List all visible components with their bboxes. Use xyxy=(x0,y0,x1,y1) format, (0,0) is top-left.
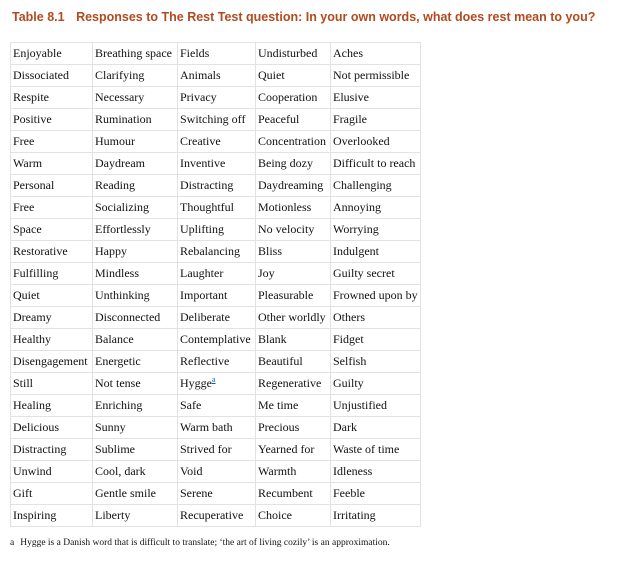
cell-text: Beautiful xyxy=(258,354,303,368)
footnote-marker: a xyxy=(10,538,15,548)
table-row xyxy=(11,263,421,285)
cell-text: Clarifying xyxy=(95,68,145,82)
cell-text: Liberty xyxy=(95,508,131,522)
table-cell xyxy=(331,263,421,285)
table-cell xyxy=(11,153,93,175)
table-row xyxy=(11,197,421,219)
cell-text: Free xyxy=(13,200,35,214)
cell-text: Delicious xyxy=(13,420,59,434)
cell-text: Switching off xyxy=(180,112,246,126)
table-cell xyxy=(178,461,256,483)
table-cell xyxy=(93,329,178,351)
table-cell xyxy=(256,285,331,307)
table-row xyxy=(11,461,421,483)
table-row xyxy=(11,285,421,307)
cell-text: Being dozy xyxy=(258,156,313,170)
table-cell xyxy=(93,153,178,175)
table-cell xyxy=(178,65,256,87)
cell-text: Overlooked xyxy=(333,134,390,148)
cell-text: Restorative xyxy=(13,244,68,258)
table-cell xyxy=(93,175,178,197)
table-cell xyxy=(11,395,93,417)
table-cell xyxy=(11,241,93,263)
table-cell xyxy=(11,329,93,351)
table-cell xyxy=(93,351,178,373)
table-cell xyxy=(256,131,331,153)
table-cell xyxy=(93,263,178,285)
table-row xyxy=(11,219,421,241)
cell-text: Humour xyxy=(95,134,135,148)
table-cell xyxy=(93,373,178,395)
table-cell xyxy=(11,307,93,329)
cell-text: Recuperative xyxy=(180,508,244,522)
cell-text: Not tense xyxy=(95,376,141,390)
table-cell xyxy=(331,461,421,483)
cell-text: Challenging xyxy=(333,178,392,192)
table-cell xyxy=(331,197,421,219)
cell-text: Quiet xyxy=(258,68,285,82)
table-cell xyxy=(256,373,331,395)
cell-text: Disengagement xyxy=(13,354,88,368)
table-cell xyxy=(256,439,331,461)
table-row xyxy=(11,351,421,373)
table-cell xyxy=(178,285,256,307)
table-cell xyxy=(331,219,421,241)
cell-text: Me time xyxy=(258,398,299,412)
footnote-text: Hygge is a Danish word that is difficult to translate; ‘the art of living cozily’ is an approximation. xyxy=(20,538,390,548)
cell-text: Quiet xyxy=(13,288,40,302)
cell-text: Daydreaming xyxy=(258,178,324,192)
cell-text: Balance xyxy=(95,332,134,346)
cell-text: Distracting xyxy=(13,442,67,456)
table-cell xyxy=(178,241,256,263)
cell-text: Precious xyxy=(258,420,300,434)
table-cell xyxy=(93,131,178,153)
table-row xyxy=(11,483,421,505)
cell-text: Gentle smile xyxy=(95,486,156,500)
table-cell xyxy=(11,197,93,219)
cell-text: Unjustified xyxy=(333,398,387,412)
table-row xyxy=(11,65,421,87)
cell-text: Fidget xyxy=(333,332,364,346)
table-cell xyxy=(178,351,256,373)
table-cell xyxy=(331,417,421,439)
cell-text: Dissociated xyxy=(13,68,69,82)
cell-text: Reading xyxy=(95,178,135,192)
cell-text: Indulgent xyxy=(333,244,379,258)
table-cell xyxy=(331,131,421,153)
table-row xyxy=(11,395,421,417)
footnote-reference-link[interactable]: a xyxy=(212,375,216,384)
table-cell xyxy=(93,65,178,87)
cell-text: Irritating xyxy=(333,508,376,522)
cell-text: Positive xyxy=(13,112,52,126)
cell-text: Yearned for xyxy=(258,442,315,456)
cell-text: Privacy xyxy=(180,90,217,104)
cell-text: Undisturbed xyxy=(258,46,318,60)
cell-text: Strived for xyxy=(180,442,232,456)
cell-text: Respite xyxy=(13,90,49,104)
cell-text: Worrying xyxy=(333,222,379,236)
cell-text: Uplifting xyxy=(180,222,224,236)
cell-text: Sunny xyxy=(95,420,126,434)
cell-text: Inventive xyxy=(180,156,226,170)
table-cell xyxy=(178,505,256,527)
table-cell xyxy=(11,439,93,461)
table-cell xyxy=(178,395,256,417)
cell-text: Idleness xyxy=(333,464,373,478)
cell-text: Animals xyxy=(180,68,221,82)
cell-text: Space xyxy=(13,222,42,236)
table-cell xyxy=(11,219,93,241)
table-cell xyxy=(256,87,331,109)
cell-text: Warm bath xyxy=(180,420,233,434)
table-cell xyxy=(93,109,178,131)
table-cell xyxy=(331,153,421,175)
table-cell xyxy=(11,505,93,527)
table-cell xyxy=(256,483,331,505)
responses-table xyxy=(10,42,421,527)
table-cell xyxy=(93,307,178,329)
table-row xyxy=(11,175,421,197)
cell-text: Blank xyxy=(258,332,287,346)
table-cell xyxy=(178,153,256,175)
cell-text: Not permissible xyxy=(333,68,410,82)
cell-text: Dark xyxy=(333,420,357,434)
cell-text: Happy xyxy=(95,244,127,258)
cell-text: Recumbent xyxy=(258,486,313,500)
cell-text: Guilty secret xyxy=(333,266,395,280)
table-cell xyxy=(178,439,256,461)
table-cell xyxy=(11,109,93,131)
table-cell xyxy=(178,417,256,439)
cell-text: Healthy xyxy=(13,332,51,346)
table-cell xyxy=(178,131,256,153)
cell-text: Disconnected xyxy=(95,310,161,324)
cell-text: Waste of time xyxy=(333,442,400,456)
table-cell xyxy=(178,175,256,197)
cell-text: Mindless xyxy=(95,266,140,280)
table-cell xyxy=(331,109,421,131)
cell-text: Still xyxy=(13,376,34,390)
table-cell xyxy=(11,373,93,395)
cell-text: Sublime xyxy=(95,442,136,456)
cell-text: Difficult to reach xyxy=(333,156,416,170)
table-row xyxy=(11,505,421,527)
cell-text: Energetic xyxy=(95,354,141,368)
table-cell xyxy=(256,263,331,285)
cell-text: Void xyxy=(180,464,203,478)
table-cell xyxy=(256,241,331,263)
table-cell xyxy=(331,285,421,307)
table-row xyxy=(11,241,421,263)
cell-text: Peaceful xyxy=(258,112,300,126)
table-cell xyxy=(178,109,256,131)
table-cell xyxy=(331,395,421,417)
table-footnote xyxy=(10,538,390,548)
cell-text: Necessary xyxy=(95,90,145,104)
cell-text: Annoying xyxy=(333,200,381,214)
table-row xyxy=(11,109,421,131)
table-cell xyxy=(93,417,178,439)
cell-text: Rumination xyxy=(95,112,152,126)
cell-text: Reflective xyxy=(180,354,230,368)
table-cell xyxy=(93,505,178,527)
table-cell xyxy=(256,307,331,329)
table-cell xyxy=(178,197,256,219)
table-cell xyxy=(11,175,93,197)
table-cell xyxy=(256,109,331,131)
table-cell xyxy=(93,241,178,263)
table-cell xyxy=(93,395,178,417)
table-cell xyxy=(11,87,93,109)
cell-text: Selfish xyxy=(333,354,367,368)
table-row xyxy=(11,439,421,461)
cell-text: Unthinking xyxy=(95,288,150,302)
table-cell xyxy=(256,351,331,373)
table-cell xyxy=(93,43,178,65)
cell-text: Socializing xyxy=(95,200,149,214)
cell-text: Pleasurable xyxy=(258,288,314,302)
cell-text: Gift xyxy=(13,486,33,500)
cell-text: Contemplative xyxy=(180,332,251,346)
cell-text: Regenerative xyxy=(258,376,322,390)
cell-text: Dreamy xyxy=(13,310,52,324)
table-cell xyxy=(178,307,256,329)
cell-text: Fragile xyxy=(333,112,367,126)
cell-text: Others xyxy=(333,310,365,324)
cell-text: Free xyxy=(13,134,35,148)
table-caption xyxy=(12,10,595,24)
table-cell xyxy=(256,153,331,175)
table-cell xyxy=(256,505,331,527)
cell-text: Healing xyxy=(13,398,51,412)
cell-text: Cool, dark xyxy=(95,464,146,478)
cell-text: Daydream xyxy=(95,156,145,170)
table-cell xyxy=(331,373,421,395)
table-cell xyxy=(93,483,178,505)
table-cell xyxy=(331,307,421,329)
table-cell xyxy=(93,461,178,483)
table-row xyxy=(11,373,421,395)
table-cell xyxy=(93,285,178,307)
table-cell xyxy=(331,483,421,505)
cell-text: Enriching xyxy=(95,398,143,412)
table-cell xyxy=(11,417,93,439)
table-row xyxy=(11,307,421,329)
table-cell xyxy=(178,43,256,65)
cell-text: Breathing space xyxy=(95,46,172,60)
cell-text: Joy xyxy=(258,266,275,280)
table-cell xyxy=(11,351,93,373)
cell-text: Serene xyxy=(180,486,213,500)
cell-text: Bliss xyxy=(258,244,283,258)
cell-text: Inspiring xyxy=(13,508,57,522)
table-cell xyxy=(256,65,331,87)
table-cell xyxy=(93,87,178,109)
cell-text: Laughter xyxy=(180,266,224,280)
table-cell xyxy=(331,351,421,373)
table-row xyxy=(11,87,421,109)
table-cell xyxy=(178,263,256,285)
table-number: Table 8.1 xyxy=(12,10,65,24)
table-cell xyxy=(331,241,421,263)
table-cell xyxy=(256,395,331,417)
table-cell xyxy=(11,43,93,65)
cell-text: Aches xyxy=(333,46,363,60)
cell-text: Rebalancing xyxy=(180,244,240,258)
table-cell xyxy=(178,329,256,351)
cell-text: Personal xyxy=(13,178,55,192)
cell-text: Safe xyxy=(180,398,202,412)
table-cell xyxy=(11,483,93,505)
cell-text: Concentration xyxy=(258,134,326,148)
table-cell xyxy=(11,461,93,483)
cell-text: Elusive xyxy=(333,90,369,104)
table-cell xyxy=(93,219,178,241)
table-cell xyxy=(178,219,256,241)
table-cell xyxy=(331,505,421,527)
cell-text: Motionless xyxy=(258,200,312,214)
cell-text: Effortlessly xyxy=(95,222,151,236)
cell-text: Choice xyxy=(258,508,292,522)
cell-text: No velocity xyxy=(258,222,315,236)
table-cell xyxy=(331,43,421,65)
responses-table-body xyxy=(11,43,421,527)
cell-text: Warmth xyxy=(258,464,297,478)
table-cell xyxy=(331,439,421,461)
table-row xyxy=(11,43,421,65)
table-cell xyxy=(331,87,421,109)
cell-text: Creative xyxy=(180,134,221,148)
table-cell xyxy=(256,219,331,241)
cell-text: Warm xyxy=(13,156,43,170)
table-cell xyxy=(256,175,331,197)
table-cell xyxy=(11,263,93,285)
table-row xyxy=(11,153,421,175)
cell-text: Guilty xyxy=(333,376,364,390)
cell-text: Deliberate xyxy=(180,310,230,324)
table-cell xyxy=(93,197,178,219)
table-cell xyxy=(331,65,421,87)
table-cell xyxy=(11,285,93,307)
cell-text: Enjoyable xyxy=(13,46,62,60)
table-cell xyxy=(331,329,421,351)
cell-text: Distracting xyxy=(180,178,234,192)
table-cell xyxy=(178,483,256,505)
cell-text: Fields xyxy=(180,46,210,60)
cell-text: Frowned upon by xyxy=(333,288,418,302)
table-cell xyxy=(256,417,331,439)
table-cell xyxy=(331,175,421,197)
table-cell xyxy=(256,197,331,219)
cell-text: Hygge xyxy=(180,376,212,390)
cell-text: Thoughtful xyxy=(180,200,234,214)
cell-text: Unwind xyxy=(13,464,52,478)
table-row xyxy=(11,329,421,351)
table-row xyxy=(11,417,421,439)
cell-text: Other worldly xyxy=(258,310,326,324)
table-cell xyxy=(178,373,256,395)
table-row xyxy=(11,131,421,153)
table-cell xyxy=(11,65,93,87)
table-cell xyxy=(256,329,331,351)
table-cell xyxy=(11,131,93,153)
table-title: Responses to The Rest Test question: In your own words, what does rest mean to you? xyxy=(76,10,596,24)
table-cell xyxy=(256,461,331,483)
table-cell xyxy=(256,43,331,65)
table-cell xyxy=(93,439,178,461)
table-cell xyxy=(178,87,256,109)
cell-text: Feeble xyxy=(333,486,365,500)
cell-text: Cooperation xyxy=(258,90,318,104)
cell-text: Important xyxy=(180,288,228,302)
cell-text: Fulfilling xyxy=(13,266,59,280)
